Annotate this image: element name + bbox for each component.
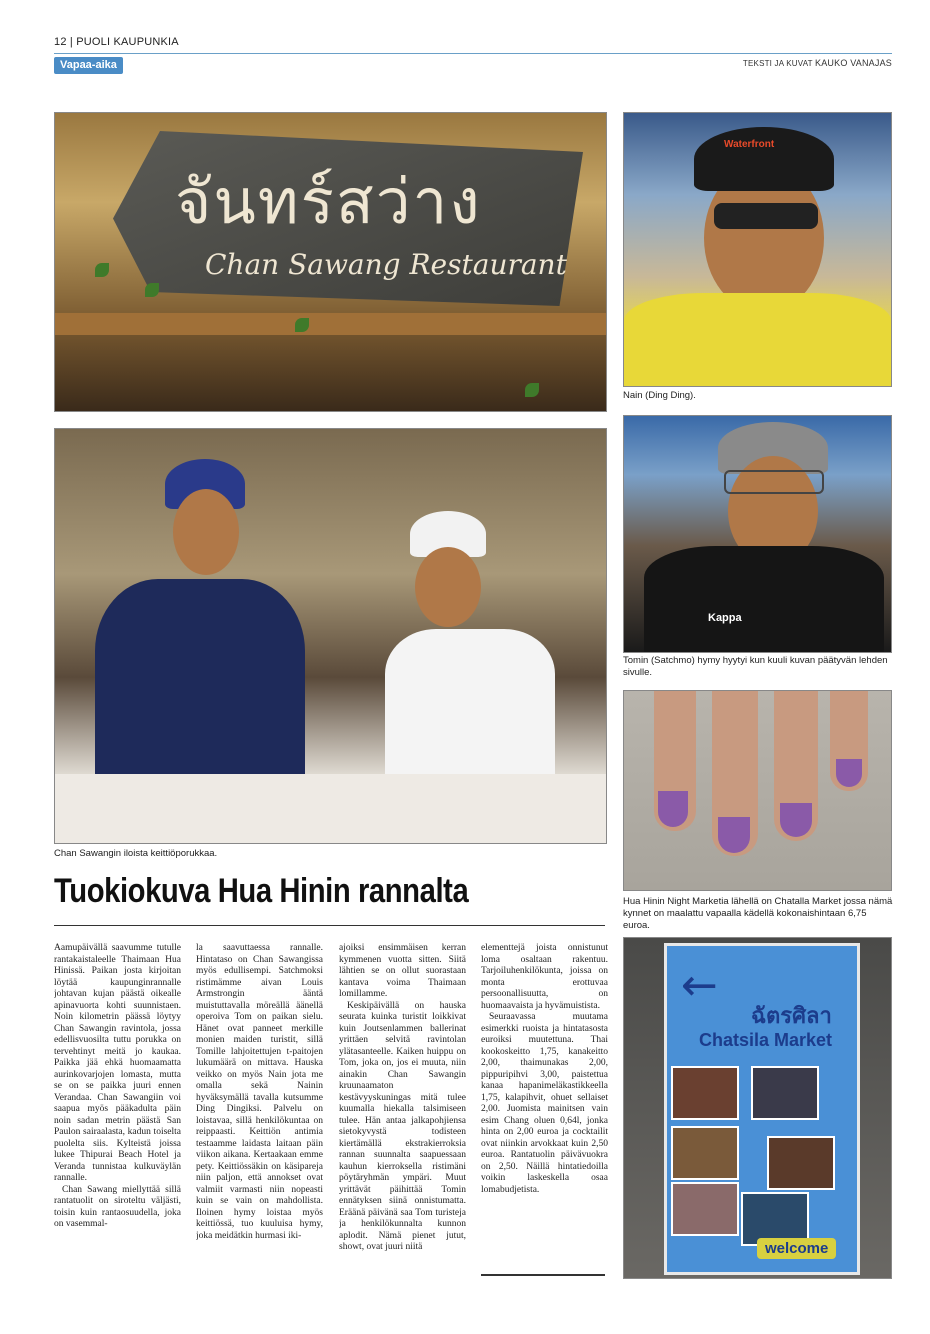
headline-rule	[54, 925, 605, 926]
cap-logo: Waterfront	[724, 139, 775, 150]
byline-name: KAUKO VANAJAS	[815, 58, 892, 68]
section-tag: Vapaa-aika	[54, 57, 123, 74]
painted-nail	[836, 759, 862, 787]
paragraph: la saavuttaessa rannalle. Hintataso on Chan Sawangissa myös edullisempi. Satchmoksi ristimämme aivan Louis Armstrongin ääntä muistuttavalla möreällä äänellä operoiva Tom on paikan sielu. Hänet ovat panneet merkille monien maiden turistit, sillä Tomille lahjoitettujen t-paitojen lukumäärä on mittava. Hauska veikko on myös Nain jota me omalla sekä Nainin hyväksymällä tavalla kutsumme Ding Dingiksi. Palvelu on loistavaa, sillä henkilökuntaa on reippaasti. Keittiön antimia testaamme laidasta laitaan päin viikon aikana. Kertaakaan emme pety. Keittiössäkin on käsipareja niin paljon, että annokset ovat valmiit varmasti niin nopeasti kuin se vain on mahdollista. Iloinen hymy loistaa myös keittiössä, tuo kuuluisa hymy, joka meidätkin hurmasi iki-	[196, 943, 323, 1241]
leaf-decoration	[295, 318, 309, 332]
face	[173, 489, 239, 575]
article-column-3	[339, 943, 466, 1283]
photo-tile	[671, 1182, 739, 1236]
yellow-shirt	[624, 293, 891, 386]
nain-portrait-photo	[623, 112, 892, 387]
restaurant-sign-photo	[54, 112, 607, 412]
leaf-decoration	[525, 383, 539, 397]
painted-nail	[718, 817, 750, 853]
market-board	[664, 943, 860, 1275]
paragraph: Keskipäivällä on hauska seurata kuinka turistit loikkivat kuin Joutsenlammen ballerinat yrittäen selvitä ravintolan ylätasanteelle. Kaiken huippu on Tom, joka on, jos ei muuta, niin ainakin Chan Sawangin kruunaamaton kestävyyskuningas mitä tulee kuumalla hiekalla talsimiseen tulee. Hän antaa jalkapohjiensa sietokyvystä todisteen kiertämällä ekstrakierroksia rannan suunnalta saapuessaan kauhun kierroksella ristimäni pöytäryhmän ympäri. Muut yrittävät päihittää Tomin ennätyksen siinä onnistumatta. Eräänä päivänä saa Tom turisteja ja henkilökunnalta kunnon aplodit. Nämä pienet jutut, showt, ovat juuri niitä	[339, 1000, 466, 1252]
chatsila-market-sign-photo	[623, 937, 892, 1279]
article-column-2	[196, 943, 323, 1283]
shirt-logo: Kappa	[708, 612, 742, 624]
black-shirt	[644, 546, 884, 652]
board-welcome-text: welcome	[757, 1238, 836, 1259]
byline	[743, 58, 892, 68]
left-arrow-icon: ←	[681, 960, 718, 1011]
board-market-name: Chatsila Market	[699, 1030, 833, 1050]
photo-tile	[671, 1126, 739, 1180]
cap	[694, 127, 834, 191]
tom-portrait-photo	[623, 415, 892, 653]
caption-nails: Hua Hinin Night Marketia lähellä on Chatalla Market jossa nämä kynnet on maalattu vapaalla kädellä kokonaishintaan 6,75 euroa.	[623, 896, 893, 931]
painted-nails-photo	[623, 690, 892, 891]
painted-nail	[780, 803, 812, 837]
wood-beam	[55, 313, 606, 335]
byline-prefix: TEKSTI JA KUVAT	[742, 59, 813, 68]
painted-nail	[658, 791, 688, 827]
board-thai-text: ฉัตรศิลา	[751, 1004, 832, 1029]
page-folio: 12 | PUOLI KAUPUNKIA	[54, 36, 179, 48]
paragraph: Seuraavassa muutama esimerkki ruoista ja hintatasosta euroiksi muutettuna. Thai kookoskeitto 1,75, kanakeitto 2,00, thaimunakas 2,00, pippuripihvi 3,00, paistettua kanaa hapanimeläkastikkeella 1,75, kalapihvit, ohuet sellaiset 2,00. Juomista mainitsen vain esim Chang oluen 0,64l, jonka hinta on 2,00 euroa ja cocktailit ovat niinkin arvokkaat kuin 2,50 euroa. Rantatuolin päivävuokra on 2,50. Näillä hintatiedoilla voikin laskeskella osaa lomabudjetista.	[481, 1012, 608, 1195]
leaf-decoration	[145, 283, 159, 297]
article-headline: Tuokiokuva Hua Hinin rannalta	[54, 872, 469, 910]
article-column-1	[54, 943, 181, 1283]
caption-tom: Tomin (Satchmo) hymy hyytyi kun kuuli kuvan päätyvän lehden sivulle.	[623, 655, 888, 678]
paragraph: Aamupäivällä saavumme tutulle rantakaistaleelle Thaimaan Hua Hinissä. Paikan josta kirjoitan löytää kaupunginrannalle johtavan kujan päästä oikealle apinavuorta kohti suunnistaen. Noin kilometrin päässä löytyy Chan Sawangin ravintola, jossa edellisvuosilta tuttu porukka on tervehtinyt meitä jo kaukaa. Paikka jää ehkä huomaamatta aurinkovarjojen lomasta, mutta se on se paikka juuri ennen Verandaa. Chan Sawangiin voi saapua myös pääkadulta päin noin sadan metrin päästä San Paulon sairaalasta, kadun toiselta puolelta siis. Kylteistä joissa lukee Thipurai Beach Hotel ja Veranda tunnistaa kulkuväylän rannalle.	[54, 943, 181, 1183]
caption-kitchen: Chan Sawangin iloista keittiöporukkaa.	[54, 848, 218, 859]
glasses	[724, 470, 824, 494]
sign-thai-text: จันทร์สว่าง	[175, 165, 482, 238]
leaf-decoration	[95, 263, 109, 277]
face	[415, 547, 481, 627]
kitchen-staff-photo	[54, 428, 607, 844]
counter	[55, 774, 606, 844]
article-end-rule	[481, 1274, 605, 1276]
photo-tile	[767, 1136, 835, 1190]
paragraph: elementtejä joista onnistunut loma osaltaan rakentuu. Tarjoiluhenkilökunta, joissa on monta erottuvaa persoonallisuutta, on huomaavaista ja hyvämuistista.	[481, 943, 608, 1011]
sunglasses	[714, 203, 818, 229]
caption-nain: Nain (Ding Ding).	[623, 390, 696, 401]
header-rule	[54, 53, 892, 54]
white-shirt	[385, 629, 555, 779]
paragraph: ajoiksi ensimmäisen kerran kymmenen vuotta sitten. Siitä lähtien se on ollut suorastaan kantava voima Thaimaan lomillamme.	[339, 943, 466, 999]
paragraph: Chan Sawang miellyttää sillä rantatuolit on siroteltu väljästi, toisin kuin rantaosuudella, joka on vasemmal-	[54, 1184, 181, 1229]
sign-latin-text: Chan Sawang Restaurant	[205, 248, 567, 281]
article-column-4	[481, 943, 608, 1283]
photo-tile	[671, 1066, 739, 1120]
photo-tile	[751, 1066, 819, 1120]
